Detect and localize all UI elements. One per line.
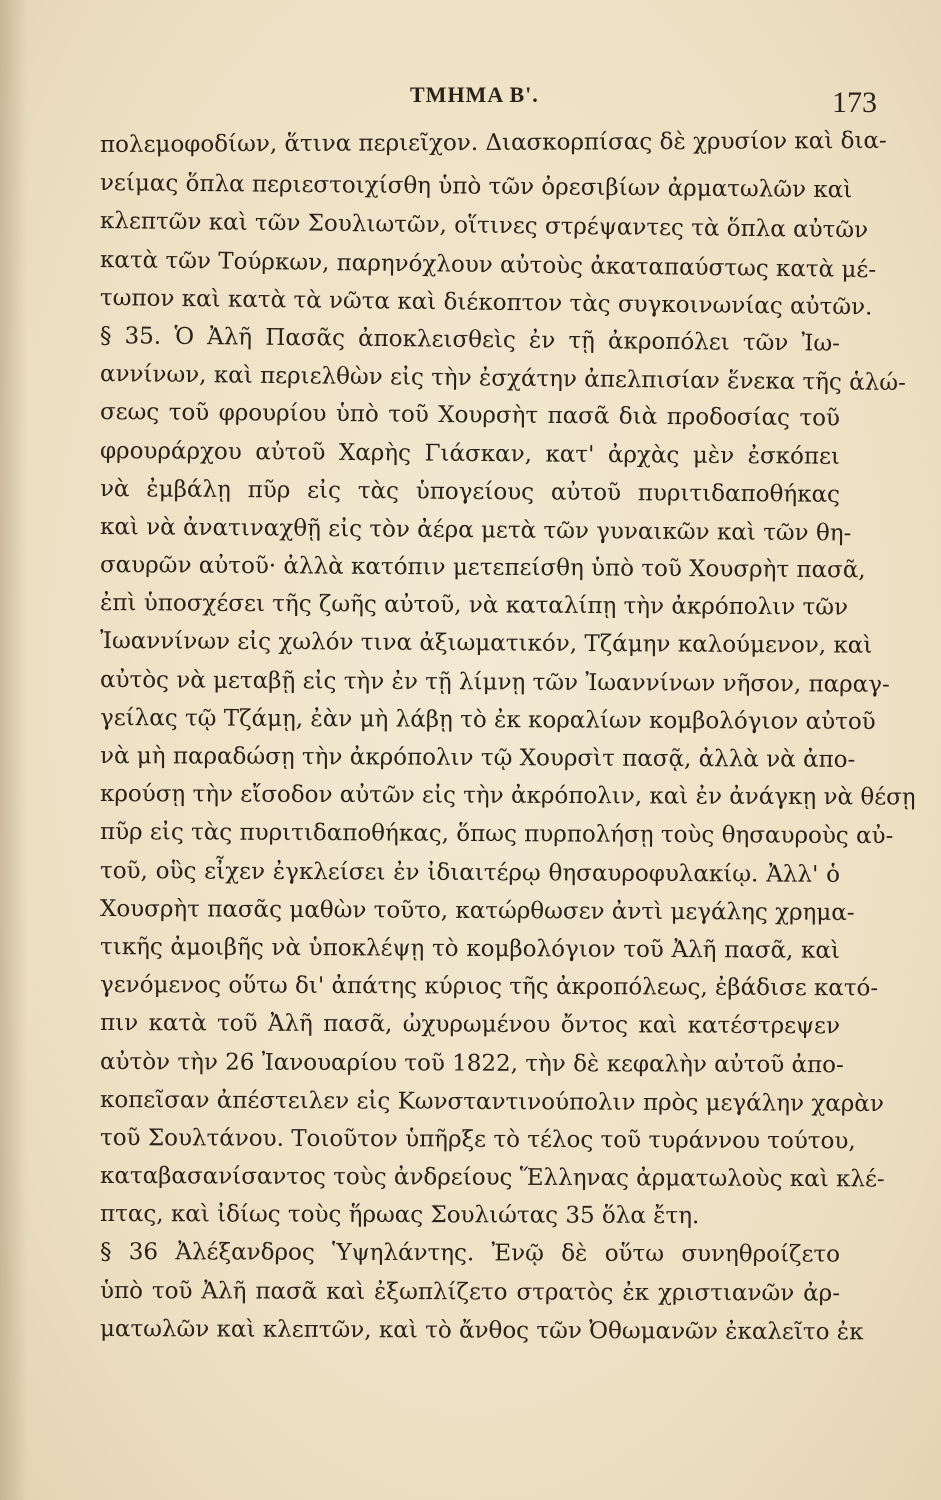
text-line-content: κλεπτῶν καὶ τῶν Σουλιωτῶν, οἵτινες στρέψαντες τὰ ὅπλα αὐτῶν xyxy=(99,208,869,244)
text-line xyxy=(99,966,879,1007)
text-line xyxy=(99,584,849,627)
text-line xyxy=(99,1157,885,1198)
running-title: ΤΜΗΜΑ Β'. xyxy=(410,82,539,107)
text-line-content: αὐτὸς νὰ μεταβῇ εἰς τὴν ἐν τῇ λίμνῃ τῶν Ἰωαννίνων νῆσον, παραγ- xyxy=(99,666,890,698)
text-line xyxy=(100,1272,840,1313)
spine-shadow xyxy=(0,0,28,1500)
text-line xyxy=(100,852,840,894)
text-line xyxy=(99,122,887,164)
text-line-content: καὶ νὰ ἀνατιναχθῇ εἰς τὸν ἀέρα μετὰ τῶν γυναικῶν καὶ τῶν θη- xyxy=(99,513,852,547)
text-line xyxy=(99,890,855,932)
text-line xyxy=(99,1081,884,1123)
text-line-content: ὑπὸ τοῦ Ἀλῆ πασᾶ καὶ ἐξωπλίζετο στρατὸς ἐκ χριστιανῶν ἀρ- xyxy=(99,1277,841,1307)
text-line xyxy=(100,470,840,514)
text-line-content: νείμας ὅπλα περιεστοιχίσθη ὑπὸ τῶν ὀρεσιβίων ἀρματωλῶν καὶ xyxy=(99,170,853,204)
text-line xyxy=(100,393,840,438)
text-line-content: φρουράρχου αὐτοῦ Χαρὴς Γιάσκαν, κατ' ἀρχὰς μὲν ἐσκόπει xyxy=(99,437,841,470)
page-header xyxy=(0,78,941,118)
text-line-content: κοπεῖσαν ἀπέστειλεν εἰς Κωνσταντινούπολιν πρὸς μεγάλην χαρὰν xyxy=(99,1086,884,1117)
text-line xyxy=(99,699,876,741)
text-line-content: ἐπὶ ὑποσχέσει τῆς ζωῆς αὐτοῦ, νὰ καταλίπῃ τὴν ἀκρόπολιν τῶν xyxy=(99,590,849,621)
text-line-content: τικῆς ἀμοιβῆς νὰ ὑποκλέψῃ τὸ κομβολόγιον τοῦ Ἀλῆ πασᾶ, καὶ xyxy=(99,933,841,964)
text-line xyxy=(99,1310,864,1351)
text-line xyxy=(99,546,866,589)
text-line xyxy=(99,775,916,816)
text-line xyxy=(100,432,840,476)
text-line xyxy=(100,928,840,970)
text-line-content: αὐτὸν τὴν 26 Ἰανουαρίου τοῦ 1822, τὴν δὲ κεφαλὴν αὐτοῦ ἀπο- xyxy=(99,1048,844,1078)
text-line-content: γείλας τῷ Τζάμῃ, ἐὰν μὴ λάβῃ τὸ ἐκ κοραλίων κομβολόγιον αὐτοῦ xyxy=(99,704,876,735)
text-line-content: κρούσῃ τὴν εἴσοδον αὐτῶν εἰς τὴν ἀκρόπολιν, καὶ ἐν ἀνάγκῃ νὰ θέσῃ xyxy=(99,781,916,811)
text-line xyxy=(99,813,894,855)
text-line xyxy=(99,661,890,704)
text-line-content: νὰ ἐμβάλῃ πῦρ εἰς τὰς ὑπογείους αὐτοῦ πυριτιδαποθήκας xyxy=(99,475,841,508)
text-line-content: τοῦ Σουλτάνου. Τοιοῦτον ὑπῆρξε τὸ τέλος τοῦ τυράννου τούτου, xyxy=(99,1124,856,1155)
text-line-content: πολεμοφοδίων, ἅτινα περιεῖχον. Διασκορπίσας δὲ χρυσίον καὶ δια- xyxy=(99,127,887,158)
text-line-content: Χουσρὴτ πασᾶς μαθὼν τοῦτο, κατώρθωσεν ἀντὶ μεγάλης χρημα- xyxy=(99,895,855,926)
text-line xyxy=(99,1043,844,1084)
text-line xyxy=(99,737,856,779)
text-line-content: σαυρῶν αὐτοῦ· ἀλλὰ κατόπιν μετεπείσθη ὑπὸ τοῦ Χουσρὴτ πασᾶ, xyxy=(99,552,866,584)
text-line-content: γενόμενος οὕτω δι' ἀπάτης κύριος τῆς ἀκροπόλεως, ἐβάδισε κατό- xyxy=(99,972,879,1002)
text-line xyxy=(99,622,873,665)
text-line-content: κατὰ τῶν Τούρκων, παρηνόχλουν αὐτοὺς ἀκαταπαύστως κατὰ μέ- xyxy=(99,246,877,283)
text-line xyxy=(99,1119,856,1160)
text-line-content: πτας, καὶ ἰδίως τοὺς ἥρωας Σουλιώτας 35 ὅλα ἔτη. xyxy=(99,1201,700,1230)
text-line-content: § 36 Ἀλέξανδρος Ὑψηλάντης. Ἐνῷ δὲ οὕτω συνηθροίζετο xyxy=(99,1239,841,1269)
text-line-content: πιν κατὰ τοῦ Ἀλῆ πασᾶ, ὠχυρωμένου ὄντος καὶ κατέστρεψεν xyxy=(99,1010,841,1040)
page-number: 173 xyxy=(832,86,877,119)
text-line xyxy=(100,1004,840,1045)
text-line-content: νὰ μὴ παραδώσῃ τὴν ἀκρόπολιν τῷ Χουρσὶτ πασᾷ, ἀλλὰ νὰ ἀπο- xyxy=(99,743,856,773)
text-line-content: τοῦ, οὓς εἶχεν ἐγκλείσει ἐν ἰδιαιτέρῳ θησαυροφυλακίῳ. Ἀλλ' ὁ xyxy=(99,857,841,888)
text-line-content: ματωλῶν καὶ κλεπτῶν, καὶ τὸ ἄνθος τῶν Ὀθωμανῶν ἐκαλεῖτο ἐκ xyxy=(99,1315,864,1346)
text-line-content: σεως τοῦ φρουρίου ὑπὸ τοῦ Χουρσὴτ πασᾶ διὰ προδοσίας τοῦ xyxy=(99,399,841,432)
text-body xyxy=(99,126,916,1348)
text-line xyxy=(100,1233,840,1274)
text-line-content: τωπον καὶ κατὰ τὰ νῶτα καὶ διέκοπτον τὰς συγκοινωνίας αὐτῶν. xyxy=(99,284,873,321)
text-line-content: καταβασανίσαντος τοὺς ἀνδρείους Ἕλληνας ἀρματωλοὺς καὶ κλέ- xyxy=(99,1163,885,1193)
text-line-content: Ἰωαννίνων εἰς χωλόν τινα ἀξιωματικόν, Τζάμην καλούμενον, καὶ xyxy=(99,628,873,660)
text-line-content: § 35. Ὁ Ἀλῆ Πασᾶς ἀποκλεισθεὶς ἐν τῇ ἀκροπόλει τῶν Ἰω- xyxy=(99,322,841,357)
text-line-content: πῦρ εἰς τὰς πυριτιδαποθήκας, ὅπως πυρπολήσῃ τοὺς θησαυροὺς αὐ- xyxy=(99,819,894,850)
text-line xyxy=(100,1195,840,1236)
text-line-content: αννίνων, καὶ περιελθὼν εἰς τὴν ἐσχάτην ἀπελπισίαν ἕνεκα τῆς ἁλώ- xyxy=(99,361,906,397)
